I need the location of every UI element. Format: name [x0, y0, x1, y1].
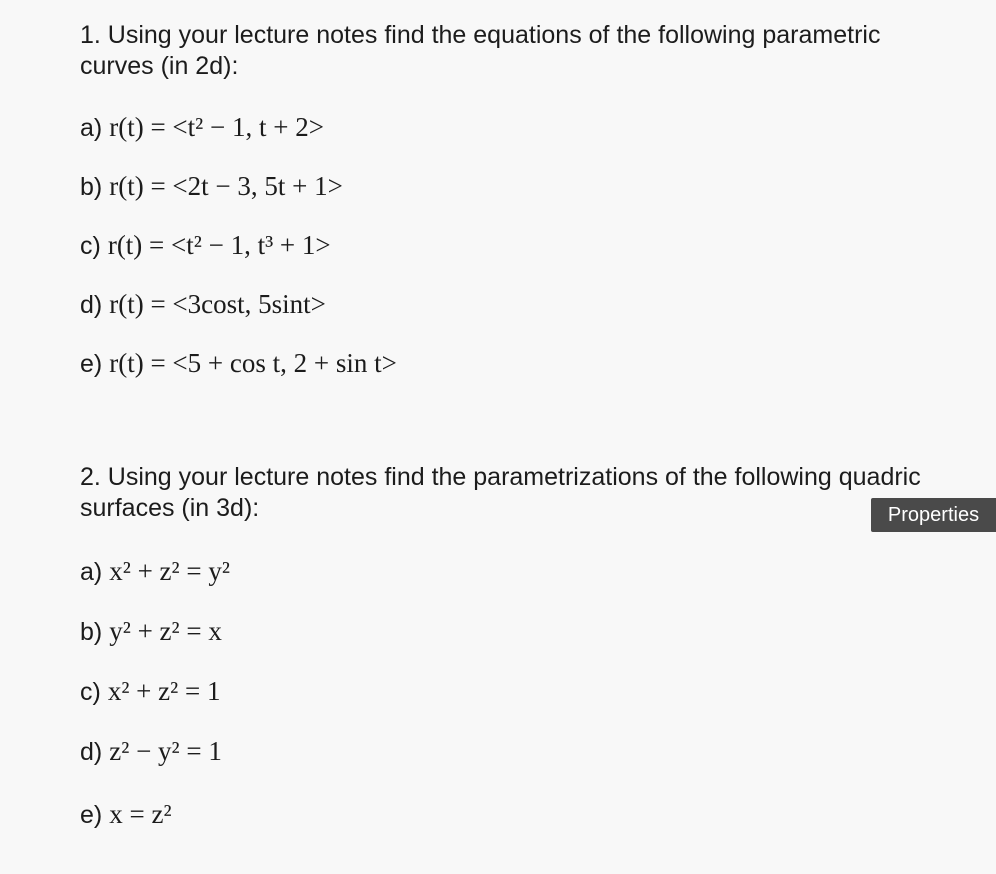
- item-expression: r(t) = <t² − 1, t³ + 1>: [107, 230, 331, 260]
- item-label: b): [80, 618, 103, 646]
- question-2-item-d: [80, 734, 222, 769]
- question-1-item-c: [80, 228, 331, 263]
- item-expression: r(t) = <3cost, 5sint>: [109, 289, 326, 319]
- question-1-item-e: [80, 346, 397, 381]
- item-expression: x² + z² = y²: [109, 556, 230, 586]
- question-1-item-b: [80, 169, 343, 204]
- item-expression: r(t) = <5 + cos t, 2 + sin t>: [109, 348, 397, 378]
- item-label: c): [80, 678, 101, 706]
- question-2-item-a: [80, 554, 230, 589]
- item-label: c): [80, 232, 101, 260]
- item-expression: z² − y² = 1: [109, 736, 222, 766]
- question-1-item-d: [80, 287, 326, 322]
- properties-tooltip[interactable]: Properties: [871, 498, 996, 532]
- item-expression: r(t) = <t² − 1, t + 2>: [109, 112, 324, 142]
- item-label: b): [80, 173, 103, 201]
- question-2-item-b: [80, 614, 222, 649]
- item-expression: x = z²: [109, 799, 172, 829]
- item-expression: r(t) = <2t − 3, 5t + 1>: [109, 171, 343, 201]
- item-expression: y² + z² = x: [109, 616, 222, 646]
- item-expression: x² + z² = 1: [107, 676, 221, 706]
- item-label: e): [80, 350, 103, 378]
- question-2-item-e: [80, 797, 172, 832]
- item-label: e): [80, 801, 103, 829]
- item-label: d): [80, 291, 103, 319]
- question-1-prompt: 1. Using your lecture notes find the equations of the following parametric curves (in 2d):: [80, 21, 881, 80]
- question-2-prompt: 2. Using your lecture notes find the parametrizations of the following quadric surfaces (in 3d):: [80, 463, 921, 522]
- question-1-item-a: [80, 110, 324, 145]
- item-label: d): [80, 738, 103, 766]
- question-2-item-c: [80, 674, 220, 709]
- item-label: a): [80, 558, 103, 586]
- item-label: a): [80, 114, 103, 142]
